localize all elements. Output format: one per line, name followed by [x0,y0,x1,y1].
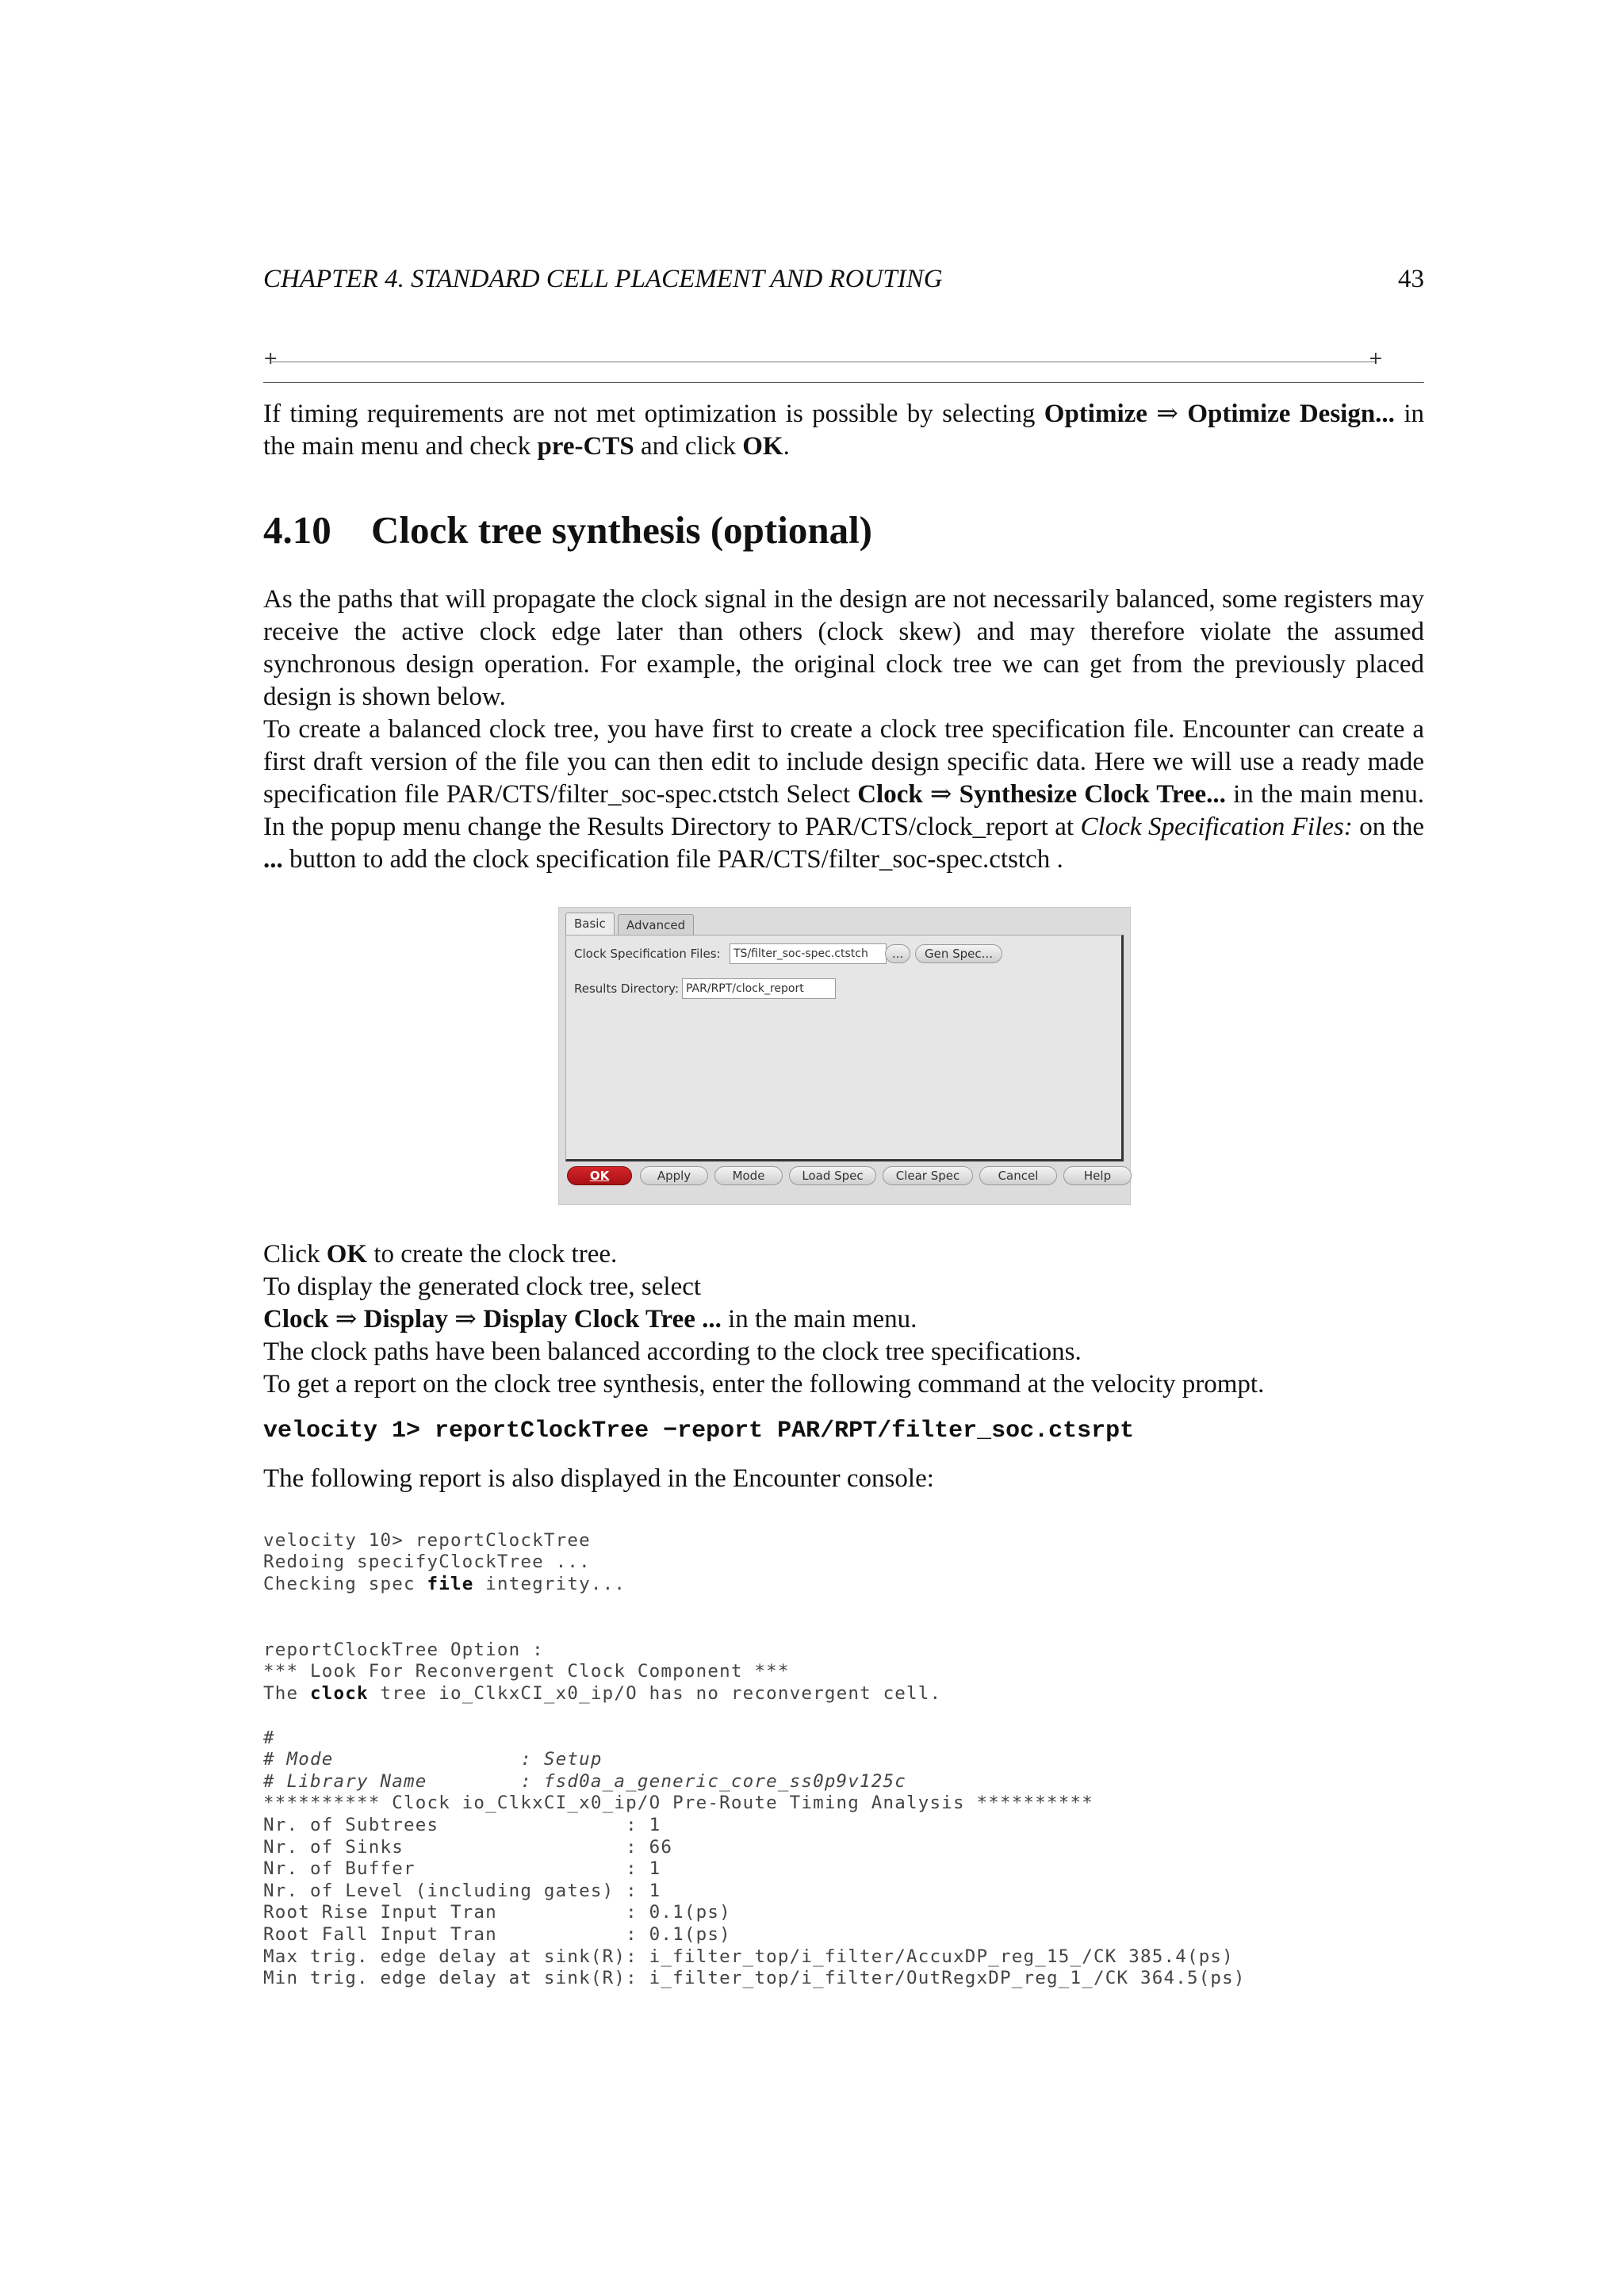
basic-panel [565,935,1124,1161]
console-line: # [263,1727,275,1748]
console-line: reportClockTree Option : [263,1639,544,1660]
console-line: Nr. of Sinks : 66 [263,1836,673,1858]
help-button[interactable]: Help [1063,1166,1132,1185]
menu-arrow: ⇒ [448,1305,484,1334]
text-main-menu: in the main menu. [721,1305,917,1334]
menu-display: Display [363,1305,449,1334]
cancel-button[interactable]: Cancel [979,1166,1057,1185]
horizontal-rule [263,382,1424,383]
intro-text-4: . [783,432,790,461]
menu-synthesize-clock-tree: Synthesize Clock Tree... [959,780,1226,809]
table-rule [263,349,1383,369]
console-line: Redoing specifyClockTree ... [263,1552,591,1573]
console-line: Root Rise Input Tran : 0.1(ps) [263,1902,731,1923]
console-text: tree io_ClkxCI_x0_ip/O has no reconvergent cell. [368,1682,942,1704]
console-text: integrity... [473,1573,626,1594]
console-line: Nr. of Buffer : 1 [263,1858,661,1880]
browse-button-ref: ... [263,845,283,874]
menu-clock: Clock [263,1305,329,1334]
console-keyword: clock [310,1682,369,1704]
velocity-command: velocity 1> reportClockTree −report PAR/RPT/filter_soc.ctsrpt [263,1418,1135,1445]
console-line: Max trig. edge delay at sink(R): i_filter_top/i_filter/AccuxDP_reg_15_/CK 385.4(ps) [263,1946,1234,1967]
field-name-clock-spec: Clock Specification Files: [1080,813,1353,841]
ok-button[interactable]: OK [567,1166,632,1185]
intro-text-2: in the main menu and check [263,400,1424,461]
console-output-1 [263,1508,1453,1617]
tab-advanced[interactable]: Advanced [618,914,694,936]
results-dir-input[interactable]: PAR/RPT/clock_report [682,978,836,999]
console-line [263,1574,1453,1596]
console-line: Nr. of Subtrees : 1 [263,1814,661,1835]
dialog-button-bar [559,1166,1130,1198]
section-title: Clock tree synthesis (optional) [371,508,872,552]
clear-spec-button[interactable]: Clear Spec [883,1166,973,1185]
section-number: 4.10 [263,508,331,552]
console-line: Min trig. edge delay at sink(R): i_filter_top/i_filter/OutRegxDP_reg_1_/CK 364.5(ps) [263,1968,1246,1989]
report-instruction-line: To get a report on the clock tree synthesis, enter the following command at the velocity prompt. [263,1370,1265,1399]
para2-text-1: To create a balanced clock tree, you have first to create a clock tree specification file. Encounter can create a first draft version of the file you can then edit to include design specific data. Here we will use a ready made specification file PAR/CTS/filter_soc-spec.ctstch Select [263,715,1424,809]
mode-button[interactable]: Mode [714,1166,783,1185]
para2-text-4: button to add the clock specification file PAR/CTS/filter_soc-spec.ctstch . [282,845,1063,874]
console-line: velocity 10> reportClockTree [263,1529,591,1551]
menu-path-line [263,1303,917,1336]
console-mode: # Mode : Setup [263,1749,603,1770]
apply-button[interactable]: Apply [640,1166,708,1185]
menu-display-clock-tree: Display Clock Tree ... [483,1305,722,1334]
page-number: 43 [1398,265,1424,293]
menu-arrow: ⇒ [922,780,959,809]
console-intro: The following report is also displayed in the Encounter console: [263,1464,934,1493]
console-text: The [263,1682,310,1704]
paragraph-spec-file [263,714,1424,876]
display-tree-line: To display the generated clock tree, select [263,1272,702,1301]
running-header: CHAPTER 4. STANDARD CELL PLACEMENT AND ROUTING [263,265,943,293]
console-line [263,1683,1453,1705]
console-text: Checking spec [263,1573,427,1594]
console-line: Nr. of Level (including gates) : 1 [263,1880,661,1901]
results-dir-label: Results Directory: [574,982,680,996]
synthesize-clock-tree-dialog [558,907,1131,1205]
menu-clock: Clock [857,780,923,809]
para2-text-3: on the [1352,813,1424,841]
section-heading [263,507,872,553]
menu-optimize-design: Optimize Design... [1187,400,1395,428]
gen-spec-button[interactable]: Gen Spec... [915,944,1002,963]
console-line [263,1771,1453,1793]
ok-label: OK [742,432,783,461]
console-line: *** Look For Reconvergent Clock Component *** [263,1661,790,1682]
balanced-line: The clock paths have been balanced according to the clock tree specifications. [263,1337,1082,1366]
intro-text-1: If timing requirements are not met optimization is possible by selecting [263,400,1044,428]
plus-mark-right: + [1368,349,1383,369]
tab-basic[interactable]: Basic [565,913,615,936]
menu-arrow: ⇒ [328,1305,364,1334]
console-line: Root Fall Input Tran : 0.1(ps) [263,1923,731,1945]
console-keyword: file [427,1573,474,1594]
para2-text-2: in the main menu. In the popup menu change the Results Directory to PAR/CTS/clock_report at [263,780,1424,841]
clock-spec-input[interactable]: TS/filter_soc-spec.ctstch [730,943,887,964]
intro-text-3: and click [634,432,743,461]
menu-arrow: ⇒ [1147,400,1188,428]
clock-spec-label: Clock Specification Files: [574,947,721,961]
option-pre-cts: pre-CTS [537,432,634,461]
ok-label: OK [326,1240,368,1269]
console-output-3 [263,1705,1453,2011]
paragraph-clock-skew: As the paths that will propagate the clock signal in the design are not necessarily balanced, some registers may receive the active clock edge later than others (clock skew) and may therefore violate the assumed synchronous design operation. For example, the original clock tree we can get from the previously placed design is shown below. [263,585,1424,711]
text-click: Click [263,1240,327,1269]
intro-paragraph [263,398,1424,463]
plus-mark-left: + [263,349,278,369]
click-ok-line [263,1238,617,1271]
text-create-tree: to create the clock tree. [367,1240,618,1269]
console-line [263,1749,1453,1771]
console-library: # Library Name : fsd0a_a_generic_core_ss0p9v125c [263,1770,907,1792]
browse-button[interactable]: ... [885,944,910,963]
menu-optimize: Optimize [1044,400,1147,428]
load-spec-button[interactable]: Load Spec [789,1166,876,1185]
console-line: ********** Clock io_ClkxCI_x0_ip/O Pre-Route Timing Analysis ********** [263,1793,1094,1814]
